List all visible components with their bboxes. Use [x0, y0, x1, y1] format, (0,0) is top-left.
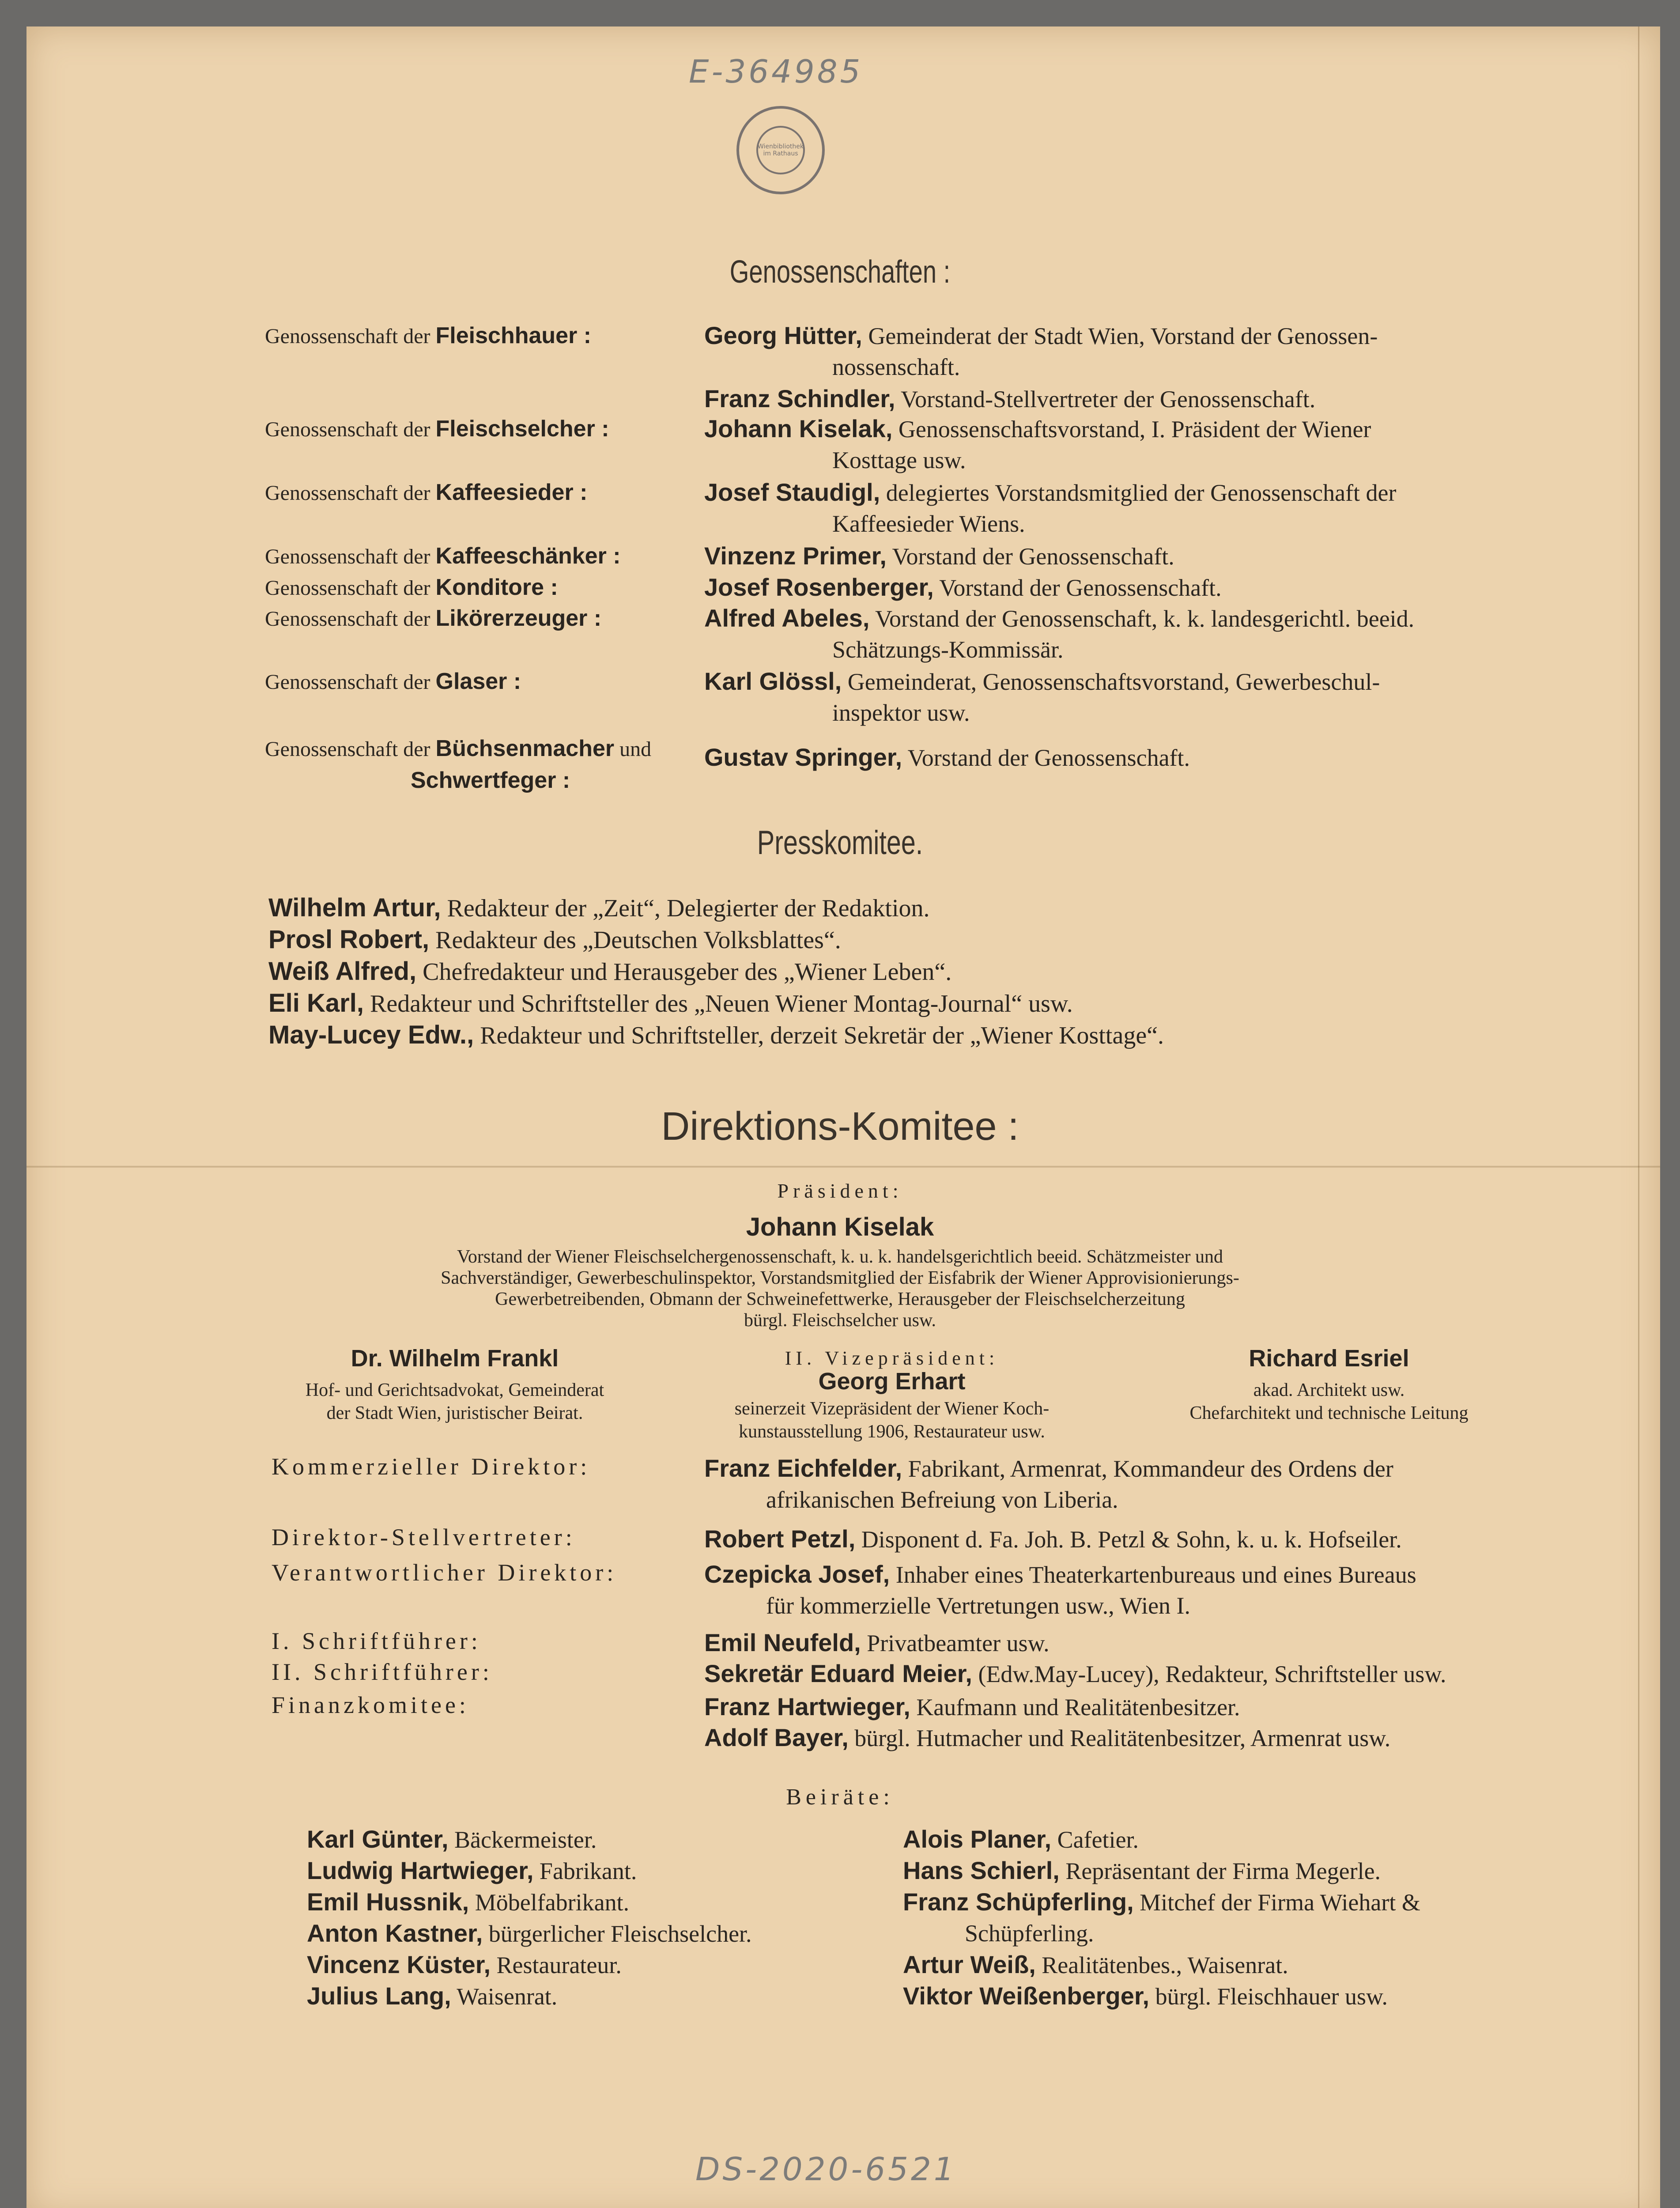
press-member-desc: Redakteur der „Zeit“, Delegierter der Redaktion.: [447, 895, 930, 922]
genossenschaft-label: [265, 733, 676, 796]
press-member-name: Weiß Alfred,: [268, 957, 417, 986]
role-person-desc: Privatbeamter usw.: [867, 1630, 1050, 1656]
role-person-name: Sekretär Eduard Meier,: [704, 1660, 972, 1687]
genossenschaft-person-desc: Vorstand der Genossenschaft, k. k. landesgerichtl. beeid.: [875, 605, 1415, 632]
praesident-desc-line: Gewerbetreibenden, Obmann der Schweinefettwerke, Herausgeber der Fleischselcherzeitung: [495, 1289, 1185, 1309]
genossenschaft-desc: [704, 320, 1525, 382]
right-officer-desc-1: akad. Architekt usw.: [1253, 1380, 1405, 1400]
beirat-member-name: Karl Günter,: [307, 1825, 449, 1853]
role-desc: [704, 1658, 1525, 1690]
beirat-member-desc: Waisenrat.: [457, 1983, 558, 2010]
beirat-member: [903, 1855, 1530, 1887]
role-label: Direktor-Stellvertreter:: [272, 1524, 576, 1550]
beirat-member: [903, 1981, 1530, 2012]
beirat-member-desc: Restaurateur.: [496, 1952, 622, 1978]
genossenschaft-desc: [704, 603, 1525, 665]
genossenschaft-person-name: Karl Glössl,: [704, 667, 842, 695]
role-label: Kommerzieller Direktor:: [272, 1453, 591, 1480]
genossenschaft-label-prefix: Genossenschaft der: [265, 670, 430, 694]
genossenschaft-person-name: Georg Hütter,: [704, 321, 862, 349]
press-member-desc: Redakteur des „Deutschen Volksblattes“.: [435, 926, 841, 954]
genossenschaft-desc: [704, 572, 1525, 603]
beirat-member-name: Viktor Weißenberger,: [903, 1982, 1150, 2010]
genossenschaft-trade: Glaser :: [435, 669, 521, 694]
role-person-name: Emil Neufeld,: [704, 1629, 861, 1656]
role-desc: [704, 1722, 1525, 1754]
genossenschaft-trade-line2: Schwertfeger :: [411, 768, 570, 793]
genossenschaft-desc: [704, 666, 1525, 728]
left-officer: [265, 1347, 645, 1425]
press-member-name: Eli Karl,: [268, 989, 364, 1017]
middle-officer-desc-1: seinerzeit Vizepräsident der Wiener Koch-: [734, 1399, 1050, 1419]
genossenschaft-label-prefix: Genossenschaft der: [265, 481, 430, 505]
press-member-name: May-Lucey Edw.,: [268, 1021, 474, 1049]
genossenschaft-person-name: Johann Kiselak,: [704, 415, 893, 442]
genossenschaft-person-name: Franz Schindler,: [704, 385, 895, 412]
role-person-name: Czepicka Josef,: [704, 1560, 890, 1588]
beirat-member-desc: Möbelfabrikant.: [475, 1889, 630, 1916]
beirat-member: [903, 1949, 1530, 1981]
genossenschaft-trade: Büchsenmacher: [435, 736, 615, 761]
beirat-member-desc: Cafetier.: [1057, 1826, 1139, 1853]
praesident-name: Johann Kiselak: [746, 1213, 934, 1241]
role-person-desc: bürgl. Hutmacher und Realitätenbesitzer, Armenrat usw.: [854, 1725, 1391, 1751]
genossenschaft-desc: [704, 413, 1525, 476]
praesident-label: Präsident:: [777, 1180, 903, 1202]
press-member: [268, 987, 1073, 1020]
genossenschaft-person-name: Alfred Abeles,: [704, 604, 870, 632]
library-stamp: [736, 106, 825, 194]
right-officer: [1130, 1347, 1528, 1425]
genossenschaft-trade: Kaffeeschänker :: [435, 543, 621, 569]
role-person-desc-cont: für kommerzielle Vertretungen usw., Wien I.: [766, 1592, 1191, 1619]
role-person-desc: Fabrikant, Armenrat, Kommandeur des Ordens der: [908, 1456, 1393, 1482]
beirat-member: [903, 1887, 1530, 1949]
role-person-name: Robert Petzl,: [704, 1525, 856, 1553]
genossenschaft-person-name: Josef Rosenberger,: [704, 573, 934, 601]
beirat-member: [307, 1981, 557, 2012]
genossenschaft-person-desc-cont: Schätzungs-Kommissär.: [832, 636, 1064, 663]
role-person-desc: Kaufmann und Realitätenbesitzer.: [916, 1694, 1240, 1720]
library-stamp-text: Wienbibliothek im Rathaus: [756, 126, 805, 174]
praesident-desc-line: bürgl. Fleischselcher usw.: [744, 1310, 936, 1331]
genossenschaft-person-desc: Vorstand der Genossenschaft.: [939, 575, 1222, 601]
role-person-name: Franz Hartwieger,: [704, 1693, 910, 1720]
press-member-name: Prosl Robert,: [268, 925, 430, 954]
right-officer-desc-2: Chefarchitekt und technische Leitung: [1189, 1403, 1469, 1423]
left-officer-name: Dr. Wilhelm Frankl: [351, 1345, 559, 1372]
genossenschaft-person-desc: Gemeinderat der Stadt Wien, Vorstand der Genossen-: [868, 323, 1378, 349]
beirat-member-name: Anton Kastner,: [307, 1919, 483, 1947]
genossenschaft-desc: [704, 742, 1525, 773]
press-member: [268, 892, 930, 924]
press-member-desc: Redakteur und Schriftsteller des „Neuen Wiener Montag-Journal“ usw.: [370, 990, 1073, 1017]
genossenschaften-heading: Genossenschaften :: [729, 254, 951, 290]
beirat-member: [307, 1918, 752, 1949]
genossenschaft-person-desc-cont: Kaffeesieder Wiens.: [832, 510, 1025, 537]
beirat-member-name: Franz Schüpferling,: [903, 1888, 1134, 1916]
role-label: Verantwortlicher Direktor:: [272, 1559, 617, 1586]
genossenschaft-desc: [704, 477, 1525, 539]
genossenschaft-label-prefix: Genossenschaft der: [265, 737, 430, 761]
genossenschaft-trade: Fleischselcher :: [435, 416, 609, 442]
beirat-member: [307, 1887, 629, 1918]
left-officer-desc-2: der Stadt Wien, juristischer Beirat.: [326, 1403, 583, 1423]
beirat-member-name: Ludwig Hartwieger,: [307, 1856, 534, 1884]
genossenschaft-person-desc-cont: Kosttage usw.: [832, 447, 966, 473]
genossenschaft-desc: [704, 541, 1525, 572]
praesident-desc-line: Sachverständiger, Gewerbeschulinspektor, Vorstandsmitglied der Eisfabrik der Wiener Approvisionierungs-: [441, 1268, 1239, 1288]
beirat-member-desc: Repräsentant der Firma Megerle.: [1065, 1858, 1381, 1884]
beirat-member-desc: Mitchef der Firma Wiehart &: [1140, 1889, 1420, 1916]
beirat-member: [307, 1855, 637, 1887]
middle-officer-label: II. Vizepräsident:: [785, 1347, 999, 1369]
role-person-desc: (Edw.May-Lucey), Redakteur, Schriftsteller usw.: [978, 1661, 1446, 1687]
genossenschaft-person-name: Vinzenz Primer,: [704, 542, 887, 570]
beirat-member-desc: Realitätenbes., Waisenrat.: [1042, 1952, 1288, 1978]
archive-signature-top: E-364985: [689, 53, 863, 90]
beiraete-heading: Beiräte:: [786, 1785, 894, 1810]
genossenschaft-person-desc: Vorstand der Genossenschaft.: [907, 745, 1190, 771]
genossenschaft-person-desc: delegiertes Vorstandsmitglied der Genossenschaft der: [886, 480, 1397, 506]
press-member: [268, 924, 841, 956]
beirat-member-name: Emil Hussnik,: [307, 1888, 469, 1916]
press-member-desc: Redakteur und Schriftsteller, derzeit Sekretär der „Wiener Kosttage“.: [480, 1022, 1164, 1049]
genossenschaft-label-prefix: Genossenschaft der: [265, 607, 430, 631]
genossenschaft-desc: [704, 383, 1525, 415]
genossenschaft-label-prefix: Genossenschaft der: [265, 325, 430, 348]
genossenschaft-label: [265, 572, 676, 604]
role-desc: [704, 1453, 1525, 1515]
press-member-name: Wilhelm Artur,: [268, 893, 441, 922]
middle-officer-desc-2: kunstausstellung 1906, Restaurateur usw.: [739, 1422, 1045, 1442]
role-person-name: Franz Eichfelder,: [704, 1454, 902, 1482]
genossenschaft-person-desc: Gemeinderat, Genossenschaftsvorstand, Gewerbeschul-: [847, 669, 1380, 695]
genossenschaft-label: [265, 666, 676, 698]
beirat-member-name: Vincenz Küster,: [307, 1951, 491, 1978]
genossenschaft-person-name: Gustav Springer,: [704, 743, 902, 771]
genossenschaft-label: [265, 603, 676, 635]
beirat-member-name: Alois Planer,: [903, 1825, 1052, 1853]
role-label: I. Schriftführer:: [272, 1628, 481, 1654]
genossenschaft-label: [265, 541, 676, 572]
role-desc: [704, 1524, 1525, 1555]
genossenschaft-label: [265, 413, 676, 445]
genossenschaft-label-prefix: Genossenschaft der: [265, 545, 430, 568]
genossenschaft-label-suffix: und: [619, 737, 652, 761]
press-member-desc: Chefredakteur und Herausgeber des „Wiener Leben“.: [423, 958, 952, 986]
role-desc: [704, 1691, 1525, 1723]
role-person-name: Adolf Bayer,: [704, 1724, 849, 1751]
genossenschaft-trade: Fleischhauer :: [435, 323, 592, 348]
genossenschaft-trade: Kaffeesieder :: [435, 480, 588, 505]
praesident-desc-line: Vorstand der Wiener Fleischselchergenossenschaft, k. u. k. handelsgerichtlich beeid. Schätzmeister und: [457, 1247, 1223, 1267]
page-fold-horizontal: [26, 1166, 1660, 1168]
genossenschaft-label-prefix: Genossenschaft der: [265, 576, 430, 600]
genossenschaft-label: [265, 320, 676, 352]
role-person-desc-cont: afrikanischen Befreiung von Liberia.: [766, 1486, 1118, 1513]
presskomitee-heading: Presskomitee.: [757, 824, 923, 862]
genossenschaft-label: [265, 477, 676, 509]
beirat-member-name: Artur Weiß,: [903, 1951, 1036, 1978]
genossenschaft-person-desc: Genossenschaftsvorstand, I. Präsident der Wiener: [898, 416, 1371, 442]
press-member: [268, 1019, 1164, 1051]
genossenschaft-trade: Konditore :: [435, 575, 558, 600]
role-label: Finanzkomitee:: [272, 1692, 469, 1718]
genossenschaft-person-name: Josef Staudigl,: [704, 478, 880, 506]
archive-signature-bottom: DS-2020-6521: [695, 2151, 957, 2188]
genossenschaft-person-desc: Vorstand-Stellvertreter der Genossenschaft.: [901, 386, 1316, 412]
left-officer-desc-1: Hof- und Gerichtsadvokat, Gemeinderat: [305, 1380, 604, 1400]
beirat-member-desc-cont: Schüpferling.: [965, 1920, 1094, 1947]
genossenschaft-person-desc-cont: inspektor usw.: [832, 699, 970, 726]
genossenschaft-person-desc: Vorstand der Genossenschaft.: [892, 543, 1174, 570]
role-desc: [704, 1627, 1525, 1659]
role-person-desc: Inhaber eines Theaterkartenbureaus und eines Bureaus: [895, 1561, 1416, 1588]
beirat-member-desc: bürgl. Fleischhauer usw.: [1155, 1983, 1388, 2010]
press-member: [268, 956, 951, 988]
middle-officer: [680, 1347, 1104, 1443]
beirat-member-name: Julius Lang,: [307, 1982, 451, 2010]
role-desc: [704, 1559, 1525, 1621]
genossenschaft-person-desc-cont: nossenschaft.: [832, 354, 960, 380]
middle-officer-name: Georg Erhart: [818, 1368, 966, 1395]
beirat-member: [307, 1824, 596, 1855]
right-officer-name: Richard Esriel: [1249, 1345, 1409, 1372]
beirat-member: [307, 1949, 622, 1981]
beirat-member-desc: Bäckermeister.: [454, 1826, 597, 1853]
beirat-member-desc: bürgerlicher Fleischselcher.: [488, 1921, 752, 1947]
role-person-desc: Disponent d. Fa. Joh. B. Petzl & Sohn, k. u. k. Hofseiler.: [861, 1526, 1402, 1553]
beirat-member-name: Hans Schierl,: [903, 1856, 1060, 1884]
beirat-member: [903, 1824, 1530, 1855]
role-label: II. Schriftführer:: [272, 1659, 493, 1685]
genossenschaft-trade: Likörerzeuger :: [435, 605, 602, 631]
direktion-heading: Direktions-Komitee :: [661, 1104, 1019, 1149]
beirat-member-desc: Fabrikant.: [539, 1858, 637, 1884]
genossenschaft-label-prefix: Genossenschaft der: [265, 418, 430, 441]
